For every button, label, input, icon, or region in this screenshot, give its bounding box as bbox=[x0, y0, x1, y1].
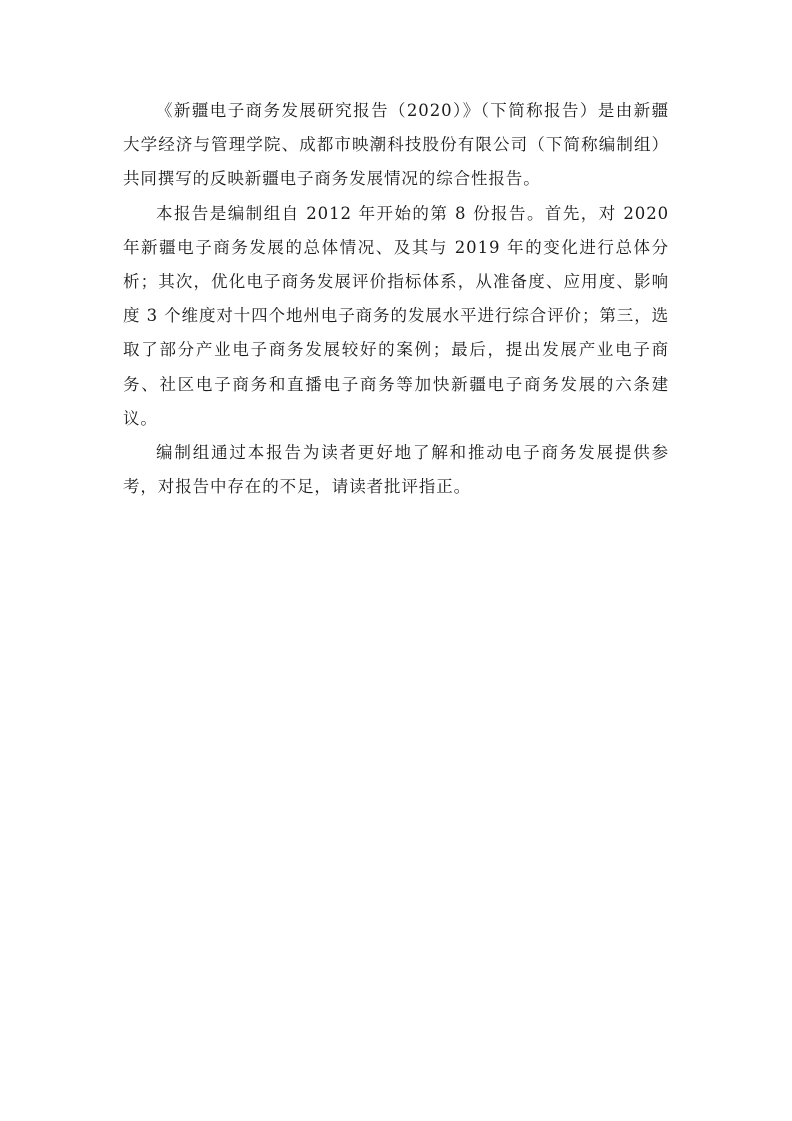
document-body bbox=[123, 94, 669, 504]
paragraph-report-content: 本报告是编制组自 2012 年开始的第 8 份报告。首先，对 2020 年新疆电子商务发展的总体情况、及其与 2019 年的变化进行总体分析；其次，优化电子商务发展评价指标体系，从准备度、应用度、影响度 3 个维度对十四个地州电子商务的发展水平进行综合评价；第三，选取了部分产业电子商务发展较好的案例；最后，提出发展产业电子商务、社区电子商务和直播电子商务等加快新疆电子商务发展的六条建议。 bbox=[123, 203, 669, 428]
paragraph-introduction: 《新疆电子商务发展研究报告（2020）》（下简称报告）是由新疆大学经济与管理学院、成都市映潮科技股份有限公司（下简称编制组）共同撰写的反映新疆电子商务发展情况的综合性报告。 bbox=[123, 101, 669, 189]
paragraph-closing: 编制组通过本报告为读者更好地了解和推动电子商务发展提供参考，对报告中存在的不足，请读者批评指正。 bbox=[123, 443, 669, 497]
